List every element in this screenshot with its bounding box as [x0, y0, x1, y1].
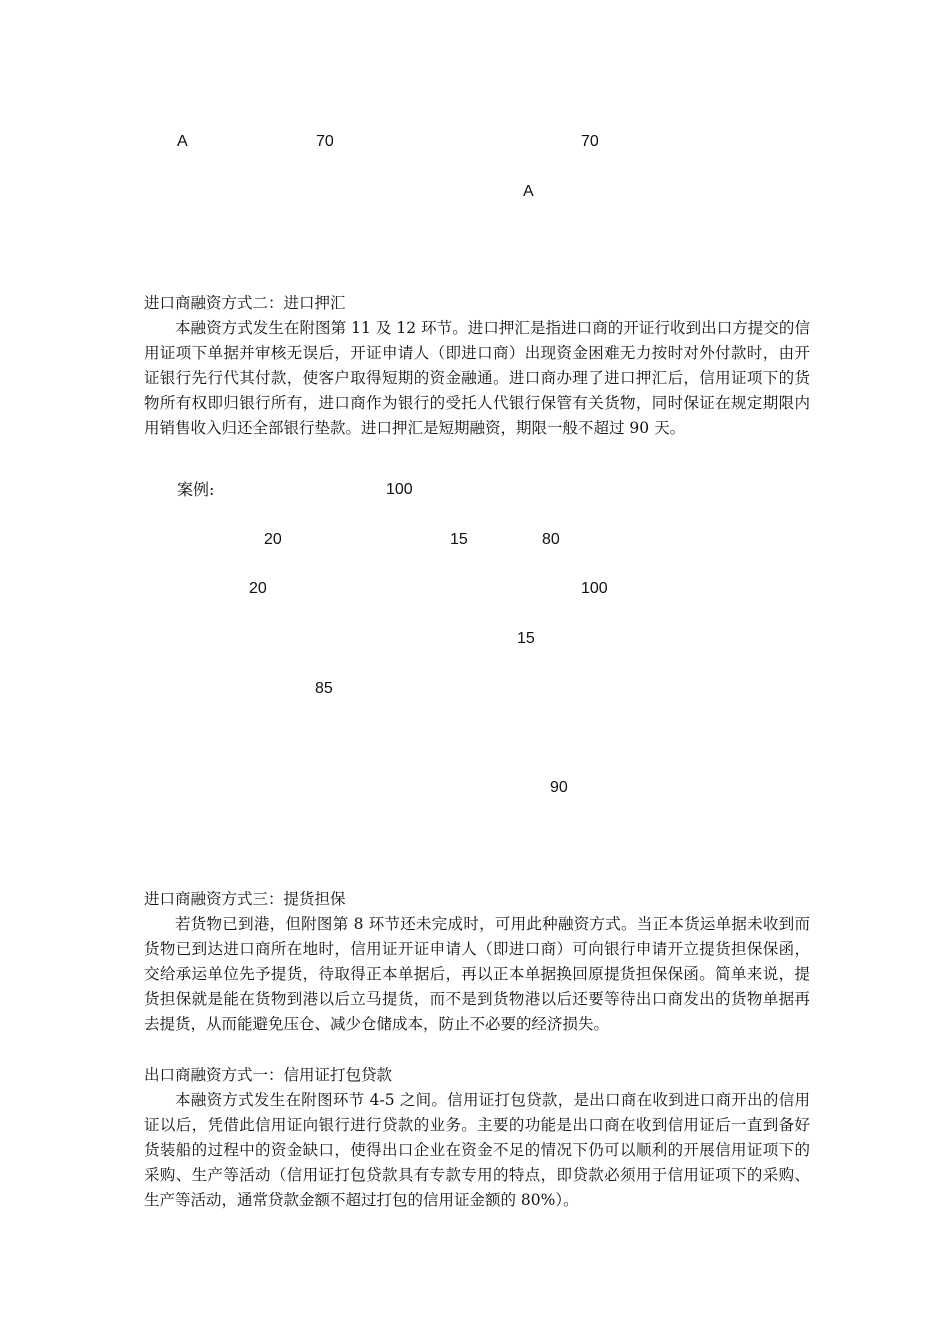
section-import-bill: [144, 291, 810, 441]
case-value: 15: [517, 630, 535, 647]
case-example-label: 案例:: [177, 480, 215, 499]
case-value: 20: [249, 580, 267, 597]
section-heading: 进口商融资方式三：提货担保: [144, 890, 346, 908]
section-packing-loan: [144, 1063, 810, 1213]
case-value: 100: [386, 481, 413, 498]
case-value: 90: [550, 779, 568, 796]
section-heading: 出口商融资方式一：信用证打包贷款: [144, 1066, 393, 1084]
label-a-top-left: A: [177, 133, 188, 150]
case-value: 85: [315, 680, 333, 697]
case-value: 100: [581, 580, 608, 597]
section-heading: 进口商融资方式二：进口押汇: [144, 294, 346, 312]
section-delivery-guarantee: [144, 887, 810, 1037]
value-70-right: 70: [581, 133, 599, 150]
case-value: 20: [264, 531, 282, 548]
case-value: 15: [450, 531, 468, 548]
section-body: 本融资方式发生在附图环节 4-5 之间。信用证打包贷款，是出口商在收到进口商开出的信用证以后，凭借此信用证向银行进行贷款的业务。主要的功能是出口商在收到信用证后一直到备好货装船的过程中的资金缺口，使得出口企业在资金不足的情况下仍可以顺利的开展信用证项下的采购、生产等活动（信用证打包贷款具有专款专用的特点，即贷款必须用于信用证项下的采购、生产等活动，通常贷款金额不超过打包的信用证金额的 80%）。: [144, 1091, 810, 1209]
section-body: 本融资方式发生在附图第 11 及 12 环节。进口押汇是指进口商的开证行收到出口方提交的信用证项下单据并审核无误后，开证申请人（即进口商）出现资金困难无力按时对外付款时，由开证银行先行代其付款，使客户取得短期的资金融通。进口商办理了进口押汇后，信用证项下的货物所有权即归银行所有，进口商作为银行的受托人代银行保管有关货物，同时保证在规定期限内用销售收入归还全部银行垫款。进口押汇是短期融资，期限一般不超过 90 天。: [144, 319, 810, 437]
label-a-center: A: [523, 183, 534, 200]
case-value: 80: [542, 531, 560, 548]
value-70-left: 70: [316, 133, 334, 150]
section-body: 若货物已到港，但附图第 8 环节还未完成时，可用此种融资方式。当正本货运单据未收到而货物已到达进口商所在地时，信用证开证申请人（即进口商）可向银行申请开立提货担保保函，交给承运单位先予提货，待取得正本单据后，再以正本单据换回原提货担保保函。简单来说，提货担保就是能在货物到港以后立马提货，而不是到货物港以后还要等待出口商发出的货物单据再去提货，从而能避免压仓、减少仓储成本，防止不必要的经济损失。: [144, 915, 810, 1033]
